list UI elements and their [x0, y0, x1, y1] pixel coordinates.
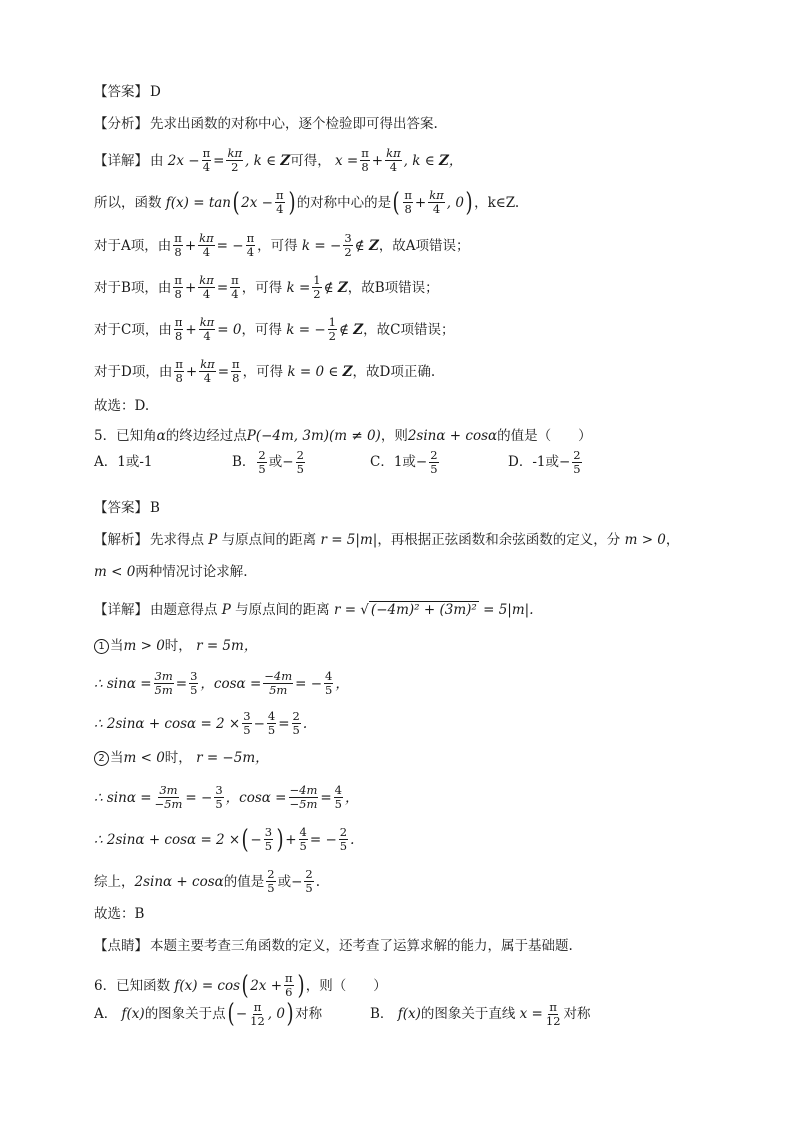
case-1-sincos: ∴ sinα = $\frac{3m}{5m}$ = $\frac{3}{5}$ ，cosα = $\frac{-4m}{5m}$ = − $\frac{4}{5}$ ，	[94, 669, 349, 697]
option-a-check: 对于A项，由 $\frac{\pi}{8}$ + $\frac{k\pi}{4}$ = − $\frac{\pi}{4}$ ，可得 k = − $\frac{3}{2}$ ∉ Z ，故A项错误；	[94, 231, 470, 259]
fraction: $\frac{k\pi}{4}$	[386, 146, 401, 174]
fraction: $\frac{\pi}{4}$	[202, 146, 211, 174]
fraction: $\frac{\pi}{8}$	[361, 146, 369, 174]
analysis-tag: 【分析】	[94, 116, 148, 132]
option-a: A． f(x) 的图象关于点 ( − $\frac{\pi}{12}$ , 0 ) 对称	[94, 999, 323, 1029]
option-b: B． $\frac{2}{5}$ 或 − $\frac{2}{5}$	[232, 447, 304, 476]
fraction: $\frac{k\pi}{2}$	[227, 146, 243, 174]
fraction: $\frac{\pi}{4}$	[275, 188, 284, 216]
case-2-sincos: ∴ sinα = $\frac{3m}{-5m}$ = − $\frac{3}{5}$ ，cosα = $\frac{-4m}{-5m}$ = $\frac{4}{5}$ ，	[94, 783, 359, 811]
detail-distance: 【详解】 由题意得点 P 与原点间的距离 r = √ (−4m)² + (3m)² = 5|m|.	[94, 602, 534, 618]
solution-analysis-cont: m < 0 两种情况讨论求解.	[94, 564, 248, 580]
analysis-line	[94, 114, 734, 134]
detail-line-2: 所以，函数 f(x) = tan ( 2x − $\frac{\pi}{4}$ ) 的对称中心的是 ( $\frac{\pi}{8}$ + $\frac{k\pi}{4}$ , 0 ) ，k∈Z.	[94, 187, 520, 218]
option-b-check: 对于B项，由 $\frac{\pi}{8}$ + $\frac{k\pi}{4}$ = $\frac{\pi}{4}$ ，可得 k = $\frac{1}{2}$ ∉ Z ，故B项错误；	[94, 273, 439, 301]
question-6: 6．已知函数 f(x) = cos ( 2x + $\frac{\pi}{6}$ ) ，则（ ）	[94, 970, 387, 1001]
formula: 2x −	[163, 152, 200, 169]
choice-line-2: 故选：B	[94, 906, 145, 922]
answer-value: D	[150, 84, 161, 100]
case-2-header: 2 当 m < 0 时， r = −5m，	[94, 748, 734, 768]
answer-line	[94, 82, 734, 102]
option-c: C．1或 − $\frac{2}{5}$	[370, 447, 438, 476]
solution-analysis: 【解析】 先求得点 P 与原点间的距离 r = 5|m| ，再根据正弦函数和余弦函数的定义，分 m > 0 ，	[94, 532, 680, 548]
case-1-result: ∴ 2sinα + cosα = 2 × $\frac{3}{5}$ − $\frac{4}{5}$ = $\frac{2}{5}$ .	[94, 709, 308, 737]
option-b: B． f(x) 的图象关于直线 x = $\frac{\pi}{12}$ 对称	[370, 999, 591, 1028]
option-d-check: 对于D项，由 $\frac{\pi}{8}$ + $\frac{k\pi}{4}$ = $\frac{\pi}{8}$ ，可得 k = 0 ∈ Z ，故D项正确.	[94, 357, 436, 385]
option-d: D．-1或 − $\frac{2}{5}$	[508, 447, 581, 476]
answer-line-2: 【答案】 B	[94, 500, 160, 516]
answer-tag: 【答案】	[94, 84, 148, 100]
detail-tag: 【详解】	[94, 152, 148, 169]
summary-line: 综上， 2sinα + cosα 的值是 $\frac{2}{5}$ 或 − $\frac{2}{5}$ .	[94, 867, 321, 895]
case-1-header: 1 当 m > 0 时， r = 5m，	[94, 636, 734, 656]
analysis-text: 先求出函数的对称中心，逐个检验即可得出答案.	[150, 116, 438, 132]
comment-line: 【点睛】 本题主要考查三角函数的定义，还考查了运算求解的能力，属于基础题.	[94, 938, 573, 954]
question-5: 5．已知角 α 的终边经过点 P(−4m, 3m)(m ≠ 0) ，则 2sinα + cosα 的值是（ ）	[94, 428, 592, 444]
fraction: $\frac{k\pi}{4}$	[429, 188, 444, 216]
choice-line: 故选：D.	[94, 398, 150, 414]
case-2-result: ∴ 2sinα + cosα = 2 × ( − $\frac{3}{5}$ ) + $\frac{4}{5}$ = − $\frac{2}{5}$ .	[94, 824, 355, 855]
fraction: $\frac{\pi}{8}$	[404, 188, 412, 216]
option-a: A．1或-1	[94, 454, 153, 470]
option-c-check: 对于C项，由 $\frac{\pi}{8}$ + $\frac{k\pi}{4}$ = 0 ，可得 k = − $\frac{1}{2}$ ∉ Z ，故C项错误；	[94, 315, 455, 343]
detail-line-1: 【详解】 由 2x − $\frac{\pi}{4}$ = $\frac{k\pi}{2}$ , k ∈ Z 可得， x = $\frac{\pi}{8}$ + $\frac{k\pi}{4}$ , k ∈ Z，	[94, 146, 463, 174]
